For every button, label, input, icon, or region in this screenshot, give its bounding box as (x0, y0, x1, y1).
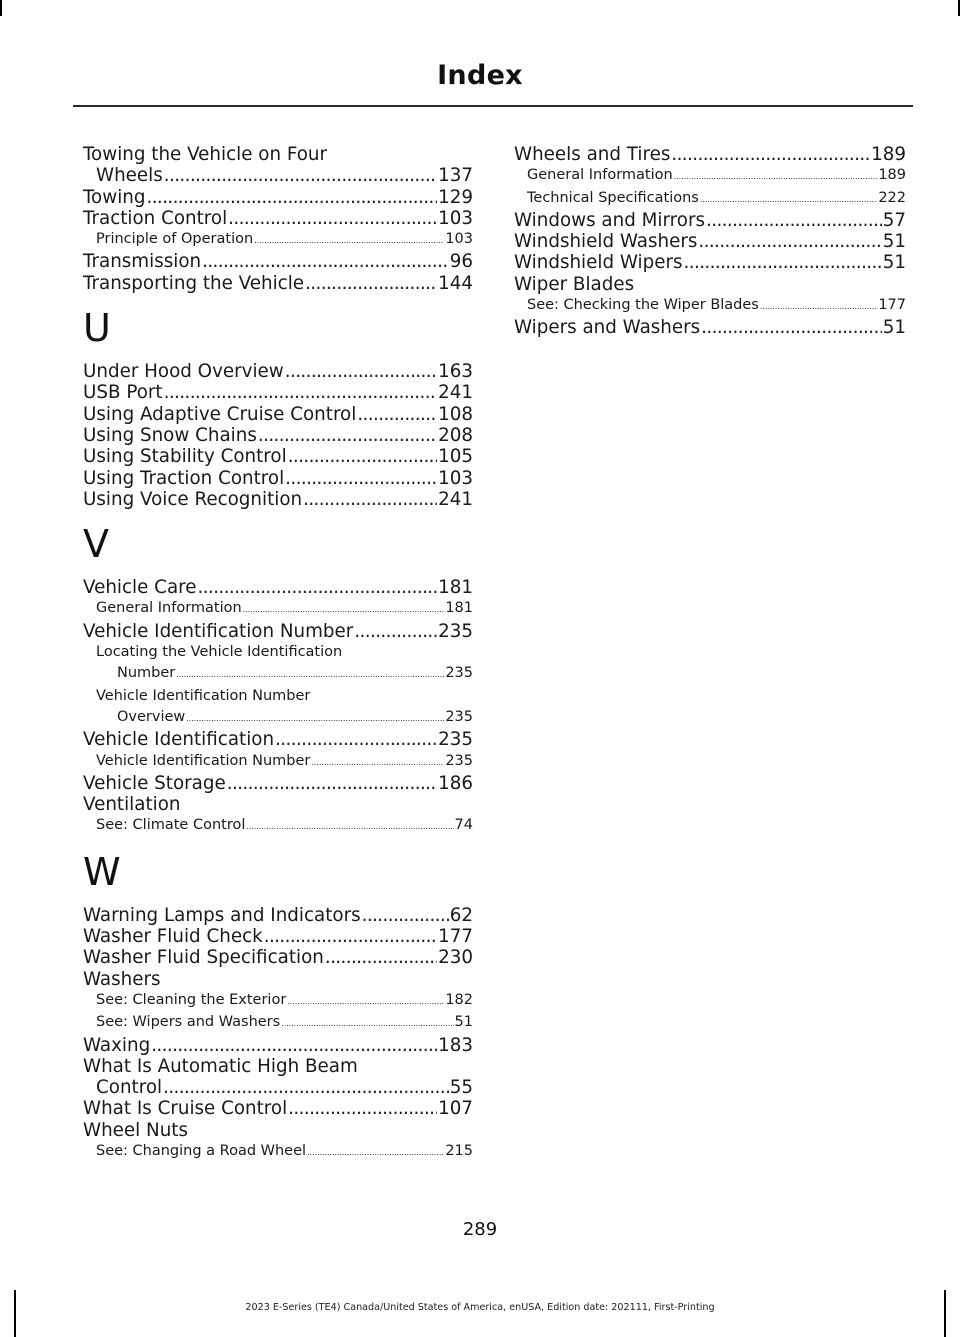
index-entry-text: What Is Cruise Control (83, 1098, 288, 1120)
index-entry-text: Washer Fluid Check (83, 926, 263, 948)
index-entry[interactable] (83, 273, 473, 294)
dot-leader (198, 577, 438, 598)
index-entry-text: Ventilation (83, 794, 181, 816)
dot-leader (307, 1142, 444, 1163)
index-entry-text: Windows and Mirrors (514, 209, 706, 231)
index-entry-text: Traction Control (83, 207, 228, 229)
index-page-reference[interactable]: 181 (445, 600, 473, 617)
index-entry-line (83, 1077, 473, 1098)
index-entry-text: Wipers and Washers (514, 317, 701, 339)
index-entry[interactable] (83, 577, 473, 598)
index-entry-line (83, 794, 473, 815)
index-entry-line (514, 252, 906, 273)
dot-leader (674, 166, 878, 187)
index-entry-text: Towing (83, 186, 146, 208)
dot-leader (243, 599, 445, 620)
index-entry-text: Vehicle Identification (83, 729, 275, 751)
index-entry-line (514, 274, 906, 295)
index-entry-text: Number (117, 665, 176, 682)
index-page-reference[interactable]: 183 (438, 1034, 473, 1056)
index-page-reference[interactable]: 222 (878, 189, 906, 206)
dot-leader (760, 296, 877, 317)
index-entry-line (83, 165, 473, 186)
index-entry[interactable] (514, 252, 906, 273)
dot-leader (288, 446, 437, 467)
index-page-reference[interactable]: 103 (438, 467, 473, 489)
index-page-reference[interactable]: 108 (438, 403, 473, 425)
index-entry-line (83, 446, 473, 467)
index-column-right (514, 144, 906, 339)
index-entry-line (83, 621, 473, 642)
index-page-reference[interactable]: 181 (438, 577, 473, 599)
index-entry-text: Transmission (83, 251, 202, 273)
index-entry-line (96, 686, 473, 707)
dot-leader (698, 231, 881, 252)
index-entry[interactable] (83, 926, 473, 947)
index-page-reference[interactable]: 103 (445, 231, 473, 248)
index-entry-text: Using Traction Control (83, 467, 285, 489)
index-entry-text: Under Hood Overview (83, 361, 284, 383)
index-page-reference[interactable]: 163 (438, 361, 473, 383)
index-entry-text: Locating the Vehicle Identification (96, 644, 343, 661)
page-title: Index (437, 60, 523, 91)
dot-leader (164, 165, 437, 186)
index-entry-text: See: Changing a Road Wheel (96, 1142, 307, 1159)
index-subentry[interactable] (83, 229, 473, 251)
index-entry[interactable] (83, 489, 473, 510)
index-subentry[interactable] (83, 1012, 473, 1034)
index-entry[interactable] (83, 251, 473, 272)
dot-leader (285, 361, 437, 382)
index-entry[interactable] (514, 317, 906, 338)
index-entry-text: USB Port (83, 382, 163, 404)
index-entry[interactable] (83, 187, 473, 208)
index-subentry[interactable] (514, 188, 906, 210)
index-entry-line (83, 577, 473, 598)
index-subentry[interactable] (83, 815, 473, 837)
index-entry[interactable] (83, 425, 473, 446)
index-entry[interactable] (83, 621, 473, 642)
index-entry-line (83, 969, 473, 990)
index-entry-line (527, 295, 906, 317)
index-entry[interactable] (83, 905, 473, 926)
index-entry-line (83, 273, 473, 294)
index-entry-line (83, 425, 473, 446)
index-entry-text: See: Climate Control (96, 817, 246, 834)
index-entry-text: Transporting the Vehicle (83, 272, 305, 294)
index-page-reference[interactable]: 51 (882, 252, 906, 274)
dot-leader (264, 926, 437, 947)
dot-leader (275, 729, 437, 750)
index-page-reference[interactable]: 235 (445, 665, 473, 682)
index-entry[interactable] (514, 274, 906, 295)
index-entry[interactable] (514, 144, 906, 165)
dot-leader (146, 187, 437, 208)
index-entry[interactable] (83, 361, 473, 382)
index-page-reference[interactable]: 235 (438, 620, 473, 642)
index-entry-line (83, 208, 473, 229)
page-number: 289 (462, 1219, 498, 1240)
index-entry[interactable] (514, 231, 906, 252)
index-entry-line (83, 489, 473, 510)
index-entry[interactable] (83, 969, 473, 990)
index-entry[interactable] (83, 1098, 473, 1119)
index-entry[interactable] (83, 773, 473, 794)
index-entry-line (514, 210, 906, 231)
index-page-reference[interactable]: 215 (445, 1142, 473, 1159)
index-entry-text: Towing the Vehicle on Four (83, 144, 328, 165)
index-entry-line (514, 144, 906, 165)
index-page-reference[interactable]: 103 (438, 207, 473, 229)
title-divider (73, 105, 913, 107)
index-page-reference[interactable]: 235 (445, 752, 473, 769)
index-page-reference[interactable]: 57 (882, 209, 906, 231)
index-page-reference[interactable]: 62 (449, 904, 473, 926)
index-entry-line (96, 1141, 473, 1163)
index-entry-line (83, 361, 473, 382)
index-page-reference[interactable]: 186 (438, 772, 473, 794)
index-entry-text: Wheel Nuts (83, 1119, 189, 1141)
index-subentry[interactable] (83, 751, 473, 773)
index-page-reference[interactable]: 105 (438, 446, 473, 468)
index-entry[interactable] (83, 1120, 473, 1141)
dot-leader (303, 489, 437, 510)
index-entry[interactable] (83, 208, 473, 229)
index-entry-line (527, 188, 906, 210)
dot-leader (176, 664, 444, 685)
index-entry-text: Washer Fluid Specification (83, 947, 324, 969)
index-entry-text: Using Snow Chains (83, 424, 257, 446)
dot-leader (151, 1035, 437, 1056)
index-entry-text: See: Checking the Wiper Blades (527, 297, 759, 314)
index-page-reference[interactable]: 241 (438, 488, 473, 510)
index-subentry[interactable] (83, 686, 473, 730)
crop-mark-top-left (0, 0, 2, 16)
index-subentry[interactable] (83, 990, 473, 1012)
index-entry-text: Windshield Wipers (514, 252, 683, 274)
index-page-reference[interactable]: 177 (438, 926, 473, 948)
index-entry-text: Vehicle Storage (83, 772, 226, 794)
index-section-letter: V (83, 522, 109, 567)
index-entry-line (83, 905, 473, 926)
index-entry-line (83, 1035, 473, 1056)
dot-leader (163, 1077, 449, 1098)
index-entry-text: Windshield Washers (514, 231, 698, 253)
index-page-reference[interactable]: 189 (878, 167, 906, 184)
index-entry[interactable] (83, 468, 473, 489)
index-entry[interactable] (514, 210, 906, 231)
index-entry-text: General Information (527, 167, 673, 184)
index-entry-line (83, 1098, 473, 1119)
index-entry-line (83, 729, 473, 750)
index-page-reference[interactable]: 235 (445, 708, 473, 725)
index-entry-line (96, 707, 473, 729)
index-page-reference[interactable]: 144 (438, 272, 473, 294)
index-entry[interactable] (83, 1056, 473, 1099)
index-entry-line (96, 751, 473, 773)
index-entry-text: Vehicle Care (83, 577, 197, 599)
index-entry-text: What Is Automatic High Beam (83, 1055, 358, 1077)
index-entry-line (514, 317, 906, 338)
dot-leader (354, 621, 437, 642)
index-entry-line (83, 404, 473, 425)
index-page-reference[interactable]: 129 (438, 186, 473, 208)
index-column-left (83, 144, 473, 1163)
index-page-reference[interactable]: 241 (438, 382, 473, 404)
index-entry[interactable] (83, 144, 473, 187)
index-entry[interactable] (83, 729, 473, 750)
index-page-reference[interactable]: 51 (882, 231, 906, 253)
index-page-reference[interactable]: 208 (438, 424, 473, 446)
dot-leader (700, 189, 877, 210)
dot-leader (325, 947, 437, 968)
index-entry-text: General Information (96, 600, 242, 617)
index-page-reference[interactable]: 74 (454, 817, 473, 834)
index-entry-line (96, 815, 473, 837)
index-entry-line (96, 642, 473, 663)
dot-leader (164, 382, 438, 403)
index-entry-text: Vehicle Identification Number (83, 620, 354, 642)
dot-leader (684, 252, 882, 273)
index-section-letter: U (83, 306, 111, 351)
crop-mark-bottom-left-vertical (14, 1290, 16, 1337)
index-subentry[interactable] (514, 295, 906, 317)
index-entry-text: Wiper Blades (514, 273, 635, 295)
index-entry[interactable] (83, 794, 473, 815)
index-page-reference[interactable]: 230 (438, 947, 473, 969)
index-entry-text: See: Wipers and Washers (96, 1014, 281, 1031)
index-entry-text: Principle of Operation (96, 231, 254, 248)
index-page-reference[interactable]: 177 (878, 297, 906, 314)
index-entry-line (83, 382, 473, 403)
index-subentry[interactable] (83, 642, 473, 686)
index-entry-line (83, 773, 473, 794)
index-entry-text: Wheels and Tires (514, 144, 671, 165)
index-entry[interactable] (83, 1035, 473, 1056)
index-section-letter: W (83, 849, 121, 894)
crop-mark-bottom-right-vertical (944, 1290, 946, 1337)
index-entry-text: Vehicle Identification Number (96, 752, 311, 769)
index-page-reference[interactable]: 182 (445, 991, 473, 1008)
index-subentry[interactable] (83, 1141, 473, 1163)
dot-leader (227, 773, 437, 794)
index-page-reference[interactable]: 55 (449, 1077, 473, 1099)
index-entry[interactable] (83, 382, 473, 403)
index-page-reference[interactable]: 189 (871, 144, 906, 165)
index-entry-line (96, 663, 473, 685)
index-entry-text: Washers (83, 968, 161, 990)
dot-leader (202, 251, 449, 272)
index-entry[interactable] (83, 404, 473, 425)
dot-leader (246, 816, 453, 837)
index-entry[interactable] (83, 446, 473, 467)
index-entry-line (83, 947, 473, 968)
index-entry[interactable] (83, 947, 473, 968)
footer-edition-info: 2023 E-Series (TE4) Canada/United States of America, enUSA, Edition date: 202111, First-Printing (245, 1302, 715, 1313)
index-entry-line (96, 229, 473, 251)
index-entry-line (83, 468, 473, 489)
index-entry-line (83, 144, 473, 165)
index-entry-text: Using Adaptive Cruise Control (83, 403, 357, 425)
index-entry-line (514, 231, 906, 252)
index-page-reference[interactable]: 137 (438, 165, 473, 187)
dot-leader (671, 144, 870, 165)
dot-leader (186, 708, 444, 729)
index-entry-line (96, 598, 473, 620)
dot-leader (281, 1013, 453, 1034)
index-subentry[interactable] (514, 165, 906, 187)
index-entry-text: Control (96, 1077, 163, 1099)
dot-leader (287, 991, 444, 1012)
dot-leader (357, 404, 437, 425)
index-entry-line (83, 1056, 473, 1077)
dot-leader (706, 210, 882, 231)
index-entry-text: Using Stability Control (83, 446, 287, 468)
dot-leader (228, 208, 437, 229)
index-entry-text: Vehicle Identification Number (96, 687, 311, 704)
index-entry-text: Waxing (83, 1034, 151, 1056)
index-entry-text: Warning Lamps and Indicators (83, 904, 361, 926)
index-page-reference[interactable]: 51 (454, 1014, 473, 1031)
index-entry-line (83, 251, 473, 272)
index-entry-line (83, 926, 473, 947)
dot-leader (701, 317, 882, 338)
dot-leader (305, 273, 437, 294)
index-subentry[interactable] (83, 598, 473, 620)
index-entry-line (96, 1012, 473, 1034)
index-entry-text: Using Voice Recognition (83, 488, 303, 510)
dot-leader (285, 468, 437, 489)
index-entry-text: Wheels (96, 165, 163, 187)
index-page-reference[interactable]: 235 (438, 729, 473, 751)
dot-leader (362, 905, 449, 926)
index-entry-line (96, 990, 473, 1012)
index-entry-line (83, 187, 473, 208)
dot-leader (254, 230, 444, 251)
index-entry-line (527, 165, 906, 187)
index-page-reference[interactable]: 51 (882, 317, 906, 339)
index-page-reference[interactable]: 96 (449, 251, 473, 273)
index-page-reference[interactable]: 107 (438, 1098, 473, 1120)
index-entry-text: Overview (117, 708, 186, 725)
dot-leader (311, 752, 444, 773)
dot-leader (258, 425, 437, 446)
index-entry-text: See: Cleaning the Exterior (96, 991, 287, 1008)
dot-leader (288, 1098, 437, 1119)
index-entry-line (83, 1120, 473, 1141)
index-entry-text: Technical Specifications (527, 189, 699, 206)
